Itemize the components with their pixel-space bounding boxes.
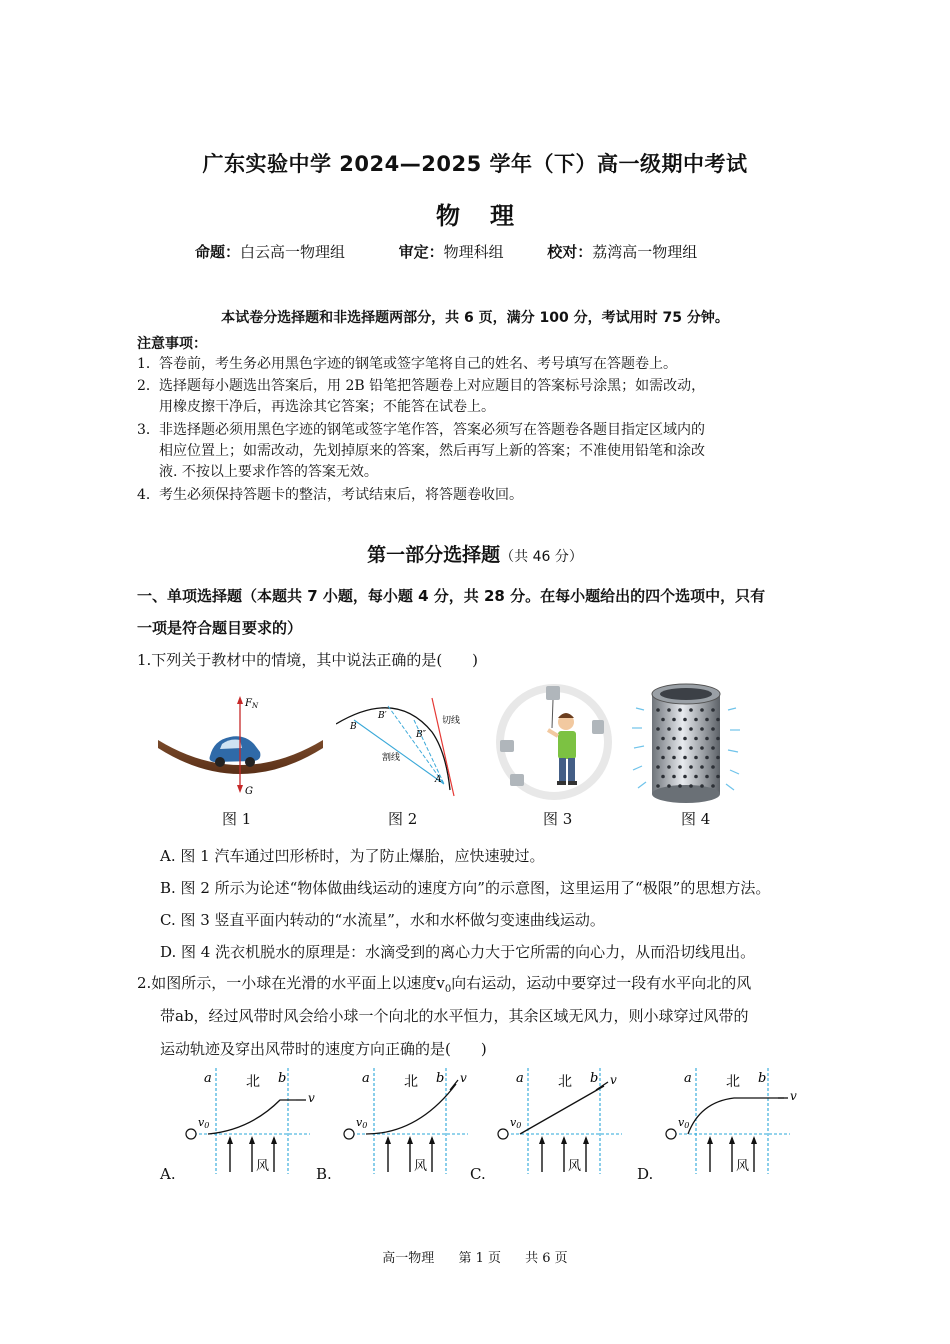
question-1-stem: 1.下列关于教材中的情境，其中说法正确的是( ) — [137, 651, 479, 669]
figure-1-caption: 图 1 — [222, 810, 252, 828]
wind-arrows — [707, 1136, 757, 1172]
trajectory — [688, 1098, 784, 1134]
q2-option-a-letter: A. — [160, 1165, 176, 1183]
notice-num: 2． — [137, 378, 160, 394]
wind-arrows — [539, 1136, 589, 1172]
label-wind: 风 — [256, 1159, 270, 1174]
q2-option-c-letter: C. — [470, 1165, 486, 1183]
notice-num: 4． — [137, 487, 160, 503]
label-a: a — [684, 1071, 692, 1086]
q2-text: 2.如图所示，一小球在光滑的水平面上以速度 — [137, 974, 437, 992]
v0-symbol: $v_0$ — [436, 974, 452, 995]
footer-total: 共 6 页 — [525, 1251, 568, 1266]
ball — [186, 1129, 196, 1139]
cup-left — [500, 740, 514, 752]
wind-arrows — [227, 1136, 277, 1172]
q2-text: 向右运动，运动中要穿过一段有水平向北的风 — [451, 974, 752, 992]
q1-option-c: C. 图 3 竖直平面内转动的“水流星”，水和水杯做匀变速曲线运动。 — [160, 911, 605, 929]
notice-text-cont: 液. 不按以上要求作答的答案无效。 — [159, 464, 378, 480]
section-heading: 一、单项选择题（本题共 7 小题，每小题 4 分，共 28 分。在每小题给出的四个选项中，只有 — [137, 587, 766, 605]
label-a: a — [204, 1071, 212, 1086]
label-v0: v0 — [678, 1116, 690, 1130]
notice-item — [137, 376, 827, 418]
question-2-line-2: 带ab，经过风带时风会给小球一个向北的水平恒力，其余区域无风力，则小球穿过风带的 — [160, 1007, 749, 1025]
label-a: a — [362, 1071, 370, 1086]
notice-heading: 注意事项： — [137, 336, 207, 352]
figure-3-water-meteor — [492, 684, 620, 802]
label-b: b — [436, 1071, 445, 1086]
notice-text: 答卷前，考生务必用黑色字迹的钢笔或签字笔将自己的姓名、考号填写在答题卷上。 — [159, 356, 677, 372]
credit-label: 命题： — [195, 243, 241, 261]
label-wind: 风 — [736, 1159, 750, 1174]
tangent-label: 切线 — [442, 716, 461, 726]
q2-option-b-letter: B. — [316, 1165, 332, 1183]
drum-body — [652, 694, 720, 794]
label-v: v — [610, 1073, 617, 1087]
label-v0: v0 — [510, 1116, 522, 1130]
ball — [666, 1129, 676, 1139]
trajectory — [208, 1100, 296, 1134]
figure-2-tangent-secant — [336, 690, 476, 800]
credits-line — [195, 241, 697, 262]
notice-item — [137, 485, 827, 506]
figure-1-car-bridge — [158, 690, 323, 800]
label-wind: 风 — [568, 1159, 582, 1174]
notice-text: 选择题每小题选出答案后，用 2B 铅笔把答题卷上对应题目的答案标号涂黑；如需改动， — [159, 378, 706, 394]
ball — [344, 1129, 354, 1139]
point-b2-label: B″ — [416, 730, 426, 740]
q1-option-b: B. 图 2 所示为论述“物体做曲线运动的速度方向”的示意图，这里运用了“极限”的思想方法。 — [160, 879, 771, 897]
credit-value: 荔湾高一物理组 — [592, 243, 698, 261]
wind-arrows — [385, 1136, 435, 1172]
label-wind: 风 — [414, 1159, 428, 1174]
subject-title: 物理 — [436, 202, 544, 230]
part-heading-text: 第一部分选择题 — [367, 544, 501, 566]
cup-right — [592, 720, 604, 734]
velocity-arrow — [450, 1080, 458, 1090]
label-north: 北 — [558, 1074, 572, 1090]
page-footer — [0, 1247, 950, 1266]
q2-option-d-letter: D. — [637, 1165, 654, 1183]
point-b1-label: B′ — [378, 711, 387, 721]
notice-item — [137, 354, 827, 375]
g-label: G — [245, 786, 253, 797]
q2-diagram-option-c — [492, 1068, 632, 1178]
footer-subject: 高一物理 — [382, 1251, 435, 1266]
notice-text: 非选择题必须用黑色字迹的钢笔或签字笔作答，答案必须写在答题卷各题目指定区域内的 — [159, 422, 705, 438]
credit-label: 校对： — [547, 243, 593, 261]
point-b-label: B — [350, 722, 357, 732]
question-2-line-3: 运动轨迹及穿出风带时的速度方向正确的是( ) — [160, 1040, 487, 1058]
trajectory — [366, 1084, 456, 1134]
q2-diagram-option-b — [338, 1068, 478, 1178]
section-heading-cont: 一项是符合题目要求的） — [137, 619, 303, 637]
label-v0: v0 — [198, 1116, 210, 1130]
cup-bottom — [510, 774, 524, 786]
figure-4-washing-drum — [630, 680, 742, 805]
figure-3-caption: 图 3 — [543, 810, 573, 828]
fn-label: $F_N$ — [245, 698, 259, 710]
label-north: 北 — [246, 1074, 260, 1090]
figure-2-caption: 图 2 — [388, 810, 418, 828]
part-points: （共 46 分） — [500, 549, 583, 565]
notice-num: 1． — [137, 356, 160, 372]
exam-intro: 本试卷分选择题和非选择题两部分，共 6 页，满分 100 分，考试用时 75 分钟。 — [221, 310, 729, 326]
label-b: b — [758, 1071, 767, 1086]
q2-diagram-option-a — [180, 1068, 320, 1178]
label-v: v — [308, 1091, 315, 1105]
notice-text-cont: 用橡皮擦干净后，再选涂其它答案；不能答在试卷上。 — [159, 399, 495, 415]
q2-diagram-option-d — [660, 1068, 800, 1178]
figure-4-caption: 图 4 — [681, 810, 711, 828]
q1-option-a: A. 图 1 汽车通过凹形桥时，为了防止爆胎，应快速驶过。 — [160, 847, 545, 865]
label-north: 北 — [726, 1074, 740, 1090]
credit-label: 审定： — [398, 243, 444, 261]
label-b: b — [590, 1071, 599, 1086]
notice-text-cont: 相应位置上；如需改动，先划掉原来的答案，然后再写上新的答案；不准使用铅笔和涂改 — [159, 443, 705, 459]
label-a: a — [516, 1071, 524, 1086]
notice-num: 3． — [137, 422, 160, 438]
label-v0: v0 — [356, 1116, 368, 1130]
footer-page: 第 1 页 — [458, 1251, 501, 1266]
credit-value: 物理科组 — [443, 243, 504, 261]
label-v: v — [460, 1071, 467, 1085]
trajectory — [520, 1086, 604, 1134]
ball — [498, 1129, 508, 1139]
label-north: 北 — [404, 1074, 418, 1090]
q1-option-d: D. 图 4 洗衣机脱水的原理是：水滴受到的离心力大于它所需的向心力，从而沿切线甩出。 — [160, 943, 756, 961]
secant-label: 割线 — [382, 753, 401, 763]
exam-title: 广东实验中学 2024—2025 学年（下）高一级期中考试 — [202, 152, 748, 176]
notice-item — [137, 420, 827, 483]
credit-value: 白云高一物理组 — [240, 243, 346, 261]
point-a-label: A — [435, 775, 442, 785]
label-v: v — [790, 1089, 797, 1103]
car — [210, 736, 261, 767]
part-heading — [0, 540, 950, 567]
cup-top — [546, 686, 560, 700]
label-b: b — [278, 1071, 287, 1086]
curve-path — [336, 708, 450, 790]
notice-text: 考生必须保持答题卡的整洁，考试结束后，将答题卷收回。 — [159, 487, 523, 503]
question-2-line-1 — [137, 973, 827, 1000]
